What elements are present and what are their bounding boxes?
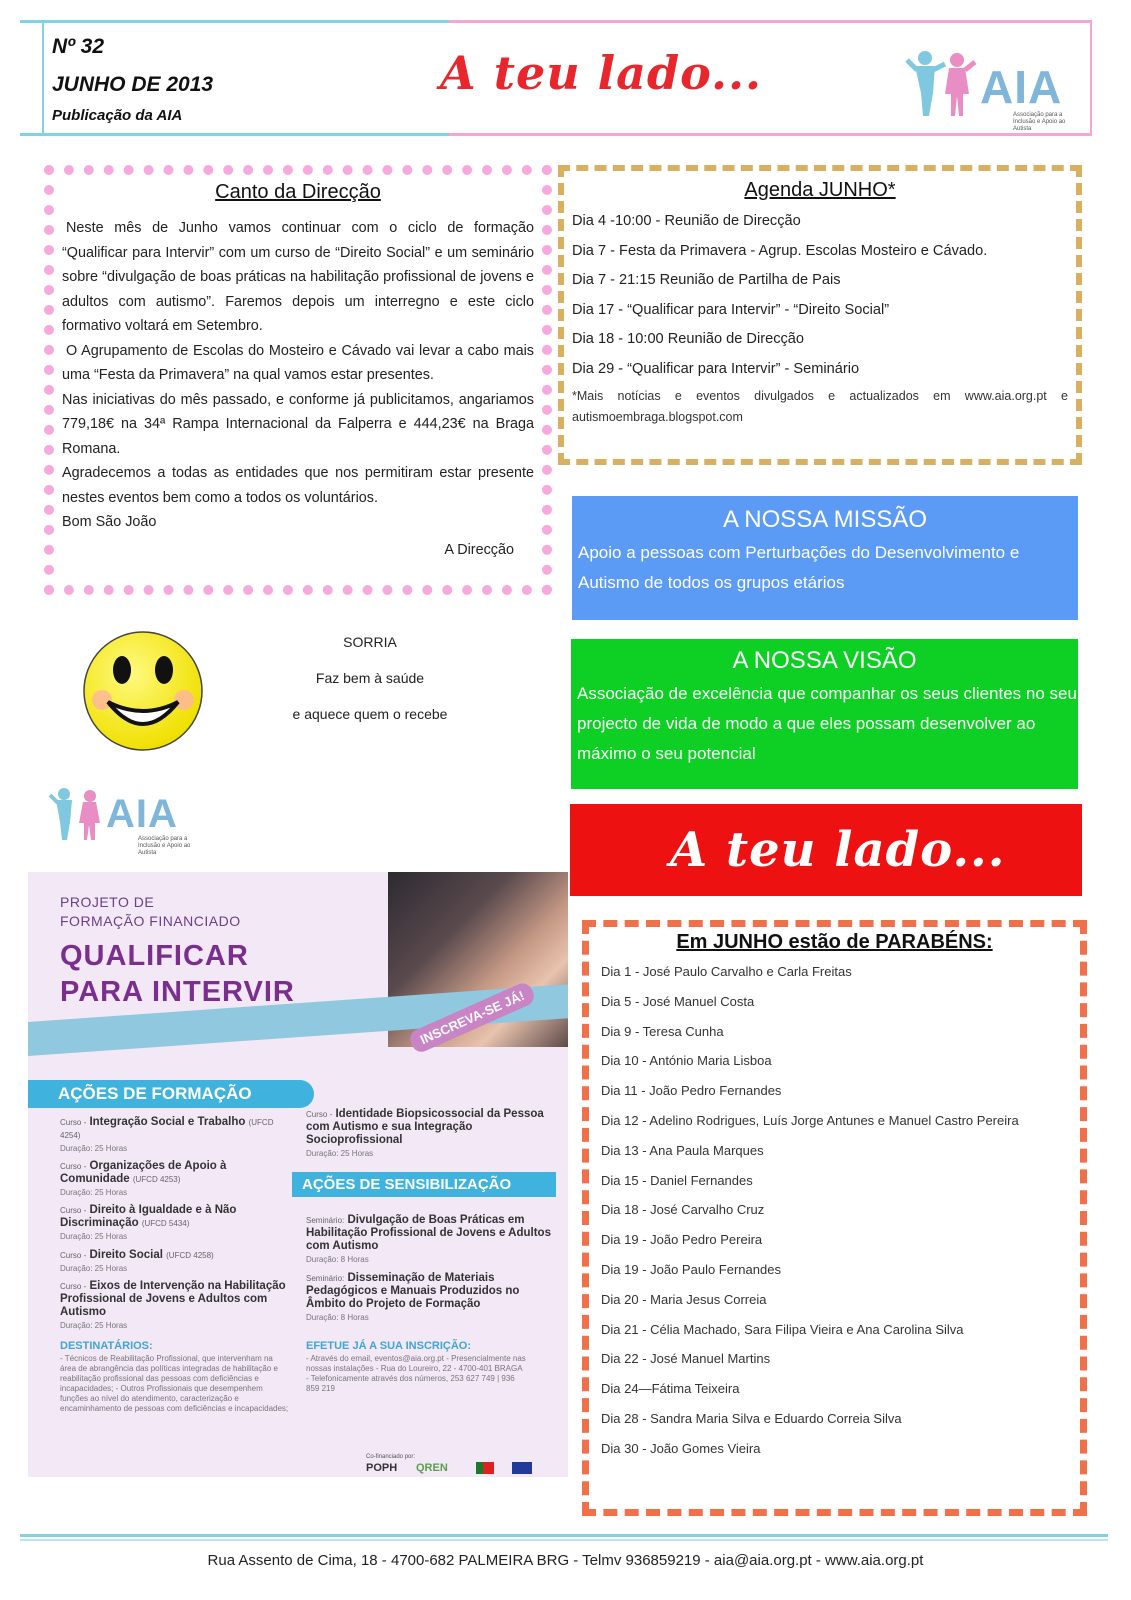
agenda-item: Dia 17 - “Qualificar para Intervir” - “Direito Social”	[572, 301, 890, 318]
smile-line: e aquece quem o recebe	[292, 706, 448, 722]
course-label: Curso -	[60, 1162, 87, 1171]
birthday-item: Dia 19 - João Pedro Pereira	[601, 1232, 763, 1248]
smiley-icon	[80, 628, 206, 754]
canto-paragraph: Bom São João	[62, 514, 157, 530]
missao-panel	[572, 496, 1078, 620]
birthday-item: Dia 18 - José Carvalho Cruz	[601, 1202, 765, 1218]
footer-contact: Rua Assento de Cima, 18 - 4700-682 PALMEIRA BRG - Telmv 936859219 - aia@aia.org.pt - www.aia.org.pt	[207, 1552, 924, 1569]
eu-flag-icon	[512, 1462, 532, 1474]
parabens-list	[589, 954, 1080, 1464]
issue-number: Nº 32	[52, 35, 105, 58]
birthday-item: Dia 19 - João Paulo Fernandes	[601, 1261, 781, 1277]
birthday-item: Dia 20 - Maria Jesus Correia	[601, 1291, 767, 1307]
header-top-border	[20, 20, 1092, 23]
course-name: Direito Social	[89, 1249, 163, 1261]
birthday-item: Dia 15 - Daniel Fernandes	[601, 1172, 753, 1188]
smile-line: Faz bem à saúde	[315, 670, 425, 686]
course-name: Organizações de Apoio à Comunidade	[60, 1160, 227, 1185]
seminar-item	[306, 1272, 551, 1324]
poph-logo: POPH	[366, 1462, 398, 1474]
logo-text: AIA	[980, 61, 1063, 113]
agenda-note: *Mais notícias e eventos divulgados e actualizados em www.aia.org.pt e autismoembraga.blogspot.com	[572, 389, 1068, 424]
seminar-item	[306, 1214, 551, 1266]
flyer-stamp: INSCREVA-SE JÁ!	[407, 980, 537, 1055]
birthday-item: Dia 1 - José Paulo Carvalho e Carla Freitas	[601, 964, 852, 979]
inscricao-title: EFETUE JÁ A SUA INSCRIÇÃO:	[306, 1340, 472, 1352]
course-item	[60, 1249, 290, 1275]
canto-direccao-box	[44, 165, 552, 595]
acoes-sensibilizacao-header: AÇÕES DE SENSIBILIZAÇÃO	[292, 1172, 556, 1197]
seminar-name: Disseminação de Materiais Pedagógicos e Manuais Produzidos no Âmbito do Projeto de Formação	[306, 1272, 520, 1310]
birthday-item: Dia 12 - Adelino Rodrigues, Luís Jorge Antunes e Manuel Castro Pereira	[601, 1112, 1019, 1128]
course-name: Direito à Igualdade e à Não Discriminação	[60, 1204, 237, 1229]
birthday-item: Dia 21 - Célia Machado, Sara Filipa Vieira e Ana Carolina Silva	[601, 1321, 964, 1337]
banner-title: A teu lado...	[670, 822, 1006, 878]
agenda-list	[564, 202, 1076, 428]
header-right-border	[1090, 22, 1092, 136]
visao-text: Associação de excelência que companhar os seus clientes no seu projecto de vida de modo a que eles possam desenvolver ao máximo o seu potencial	[577, 684, 1077, 763]
course-name: Integração Social e Trabalho	[89, 1116, 246, 1128]
course-duration: Duração: 25 Horas	[60, 1321, 128, 1330]
course-duration: Duração: 25 Horas	[60, 1232, 128, 1241]
birthday-item: Dia 30 - João Gomes Vieira	[601, 1440, 761, 1456]
birthday-item: Dia 9 - Teresa Cunha	[601, 1023, 724, 1039]
seminar-name: Divulgação de Boas Práticas em Habilitação Profissional de Jovens e Adultos com Autismo	[306, 1214, 551, 1252]
flyer-subtitle: PROJETO DE	[60, 894, 155, 910]
footer-border-thin	[20, 1539, 1108, 1541]
seminar-duration: Duração: 8 Horas	[306, 1313, 369, 1322]
course-label: Curso -	[60, 1282, 87, 1291]
birthday-item: Dia 11 - João Pedro Fernandes	[601, 1083, 782, 1099]
cofinanciado-label: Co-financiado por:	[366, 1454, 416, 1460]
aia-logo	[905, 48, 1075, 132]
qren-logo: QREN	[416, 1462, 448, 1474]
course-code: (UFCD 4253)	[132, 1175, 181, 1184]
flyer-title: PARA INTERVIR	[60, 976, 295, 1008]
course-label: Curso -	[60, 1118, 87, 1127]
portugal-flag-icon	[476, 1462, 494, 1474]
header-left-border	[42, 22, 44, 136]
course-duration: Duração: 25 Horas	[60, 1188, 128, 1197]
visao-title: A NOSSA VISÃO	[732, 647, 917, 674]
agenda-box	[558, 165, 1082, 465]
agenda-item: Dia 4 -10:00 - Reunião de Direcção	[572, 213, 801, 229]
agenda-item: Dia 7 - Festa da Primavera - Agrup. Escolas Mosteiro e Cávado.	[572, 242, 988, 259]
course-duration: Duração: 25 Horas	[60, 1144, 128, 1153]
course-duration: Duração: 25 Horas	[306, 1149, 374, 1158]
aia-logo-small	[48, 786, 198, 856]
course-label: Curso -	[306, 1110, 333, 1119]
parabens-title: Em JUNHO estão de PARABÉNS:	[676, 931, 993, 953]
canto-paragraph: O Agrupamento de Escolas do Mosteiro e Cávado vai levar a cabo mais uma “Festa da Primavera” na qual vamos estar presentes.	[62, 342, 534, 383]
course-code: (UFCD 4258)	[166, 1251, 214, 1260]
canto-paragraph: Neste mês de Junho vamos continuar com o ciclo de formação “Qualificar para Intervir” com um curso de “Direito Social” e um seminário sobre “divulgação de boas práticas na habilitação profissional de jovens e adultos com autismo”. Faremos depois um interregno e este ciclo formativo voltará em Setembro.	[62, 220, 534, 334]
seminar-duration: Duração: 8 Horas	[306, 1255, 369, 1264]
agenda-item: Dia 7 - 21:15 Reunião de Partilha de Pais	[572, 272, 841, 288]
course-duration: Duração: 25 Horas	[60, 1264, 128, 1273]
course-name: Identidade Biopsicossocial da Pessoa com Autismo e sua Integração Socioprofissional	[306, 1108, 544, 1146]
canto-body	[54, 204, 542, 562]
smile-line: SORRIA	[343, 634, 397, 650]
course-item	[306, 1108, 551, 1160]
missao-text: Apoio a pessoas com Perturbações do Desenvolvimento e Autismo de todos os grupos etários	[578, 543, 1020, 592]
course-code: (UFCD 5434)	[141, 1219, 190, 1228]
birthday-item: Dia 10 - António Maria Lisboa	[601, 1053, 772, 1069]
course-item	[60, 1280, 290, 1332]
destinatarios-title: DESTINATÁRIOS:	[60, 1340, 153, 1352]
kids-icon	[905, 48, 985, 118]
inscricao-text: - Através do email, eventos@aia.org.pt - Presencialmente nas nossas instalações - Rua do Loureiro, 22 - 4700-401 BRAGA - Telefonicamente através dos números, 253 627 749 | 936 859 219	[306, 1354, 526, 1393]
birthday-item: Dia 22 - José Manuel Martins	[601, 1351, 771, 1367]
canto-signature: A Direcção	[444, 541, 514, 558]
header-bottom-border	[20, 133, 1092, 136]
birthday-item: Dia 5 - José Manuel Costa	[601, 993, 755, 1009]
course-item	[60, 1116, 290, 1155]
kids-icon	[48, 786, 110, 842]
agenda-item: Dia 18 - 10:00 Reunião de Direcção	[572, 331, 805, 347]
logo-subtitle: Associação para a Inclusão e Apoio ao Autista	[138, 836, 191, 856]
flyer-title: QUALIFICAR	[60, 940, 249, 972]
canto-title: Canto da Direcção	[215, 181, 381, 203]
canto-paragraph: Agradecemos a todas as entidades que nos permitiram estar presente nestes eventos bem como a todos os voluntários.	[62, 465, 534, 506]
destinatarios-text: - Técnicos de Reabilitação Profissional, que intervenham na área de abrangência das políticas integradas de habilitação e reabilitação profissional das pessoas com deficiências e incapacidades; - Outros Profissionais que desempenhem funções ao nível do atendimento, caracterização e encaminhamento de pessoas com deficiências e incapacidades;	[60, 1354, 289, 1413]
missao-title: A NOSSA MISSÃO	[722, 506, 928, 533]
birthday-item: Dia 24—Fátima Teixeira	[601, 1381, 740, 1397]
canto-paragraph: Nas iniciativas do mês passado, e conforme já publicitamos, angariamos 779,18€ na 34ª Rampa Internacional da Falperra e 444,23€ na Braga Romana.	[62, 391, 534, 457]
logo-text: AIA	[106, 792, 178, 836]
newsletter-title: A teu lado...	[440, 46, 763, 100]
flyer-subtitle: FORMAÇÃO FINANCIADO	[60, 913, 241, 929]
acoes-formacao-header: AÇÕES DE FORMAÇÃO	[28, 1080, 314, 1108]
course-code: (UFCD 4254)	[60, 1118, 274, 1140]
parabens-box	[582, 920, 1087, 1516]
footer-border-top	[20, 1534, 1108, 1537]
seminar-label: Seminário:	[306, 1216, 345, 1225]
course-item	[60, 1204, 290, 1243]
seminar-label: Seminário:	[306, 1274, 345, 1283]
birthday-item: Dia 28 - Sandra Maria Silva e Eduardo Correia Silva	[601, 1410, 902, 1426]
title-banner	[570, 804, 1082, 896]
course-label: Curso -	[60, 1206, 87, 1215]
issue-month: JUNHO DE 2013	[52, 73, 214, 96]
course-name: Eixos de Intervenção na Habilitação Profissional de Jovens e Adultos com Autismo	[60, 1280, 286, 1318]
birthday-item: Dia 13 - Ana Paula Marques	[601, 1142, 764, 1158]
course-item	[60, 1160, 290, 1199]
publisher: Publicação da AIA	[52, 107, 183, 124]
agenda-title: Agenda JUNHO*	[744, 179, 896, 201]
visao-panel	[571, 639, 1078, 789]
course-label: Curso -	[60, 1251, 87, 1260]
training-flyer	[28, 872, 568, 1477]
logo-subtitle: Associação para a Inclusão e Apoio ao Autista	[1013, 112, 1066, 132]
agenda-item: Dia 29 - “Qualificar para Intervir” - Seminário	[572, 360, 860, 377]
